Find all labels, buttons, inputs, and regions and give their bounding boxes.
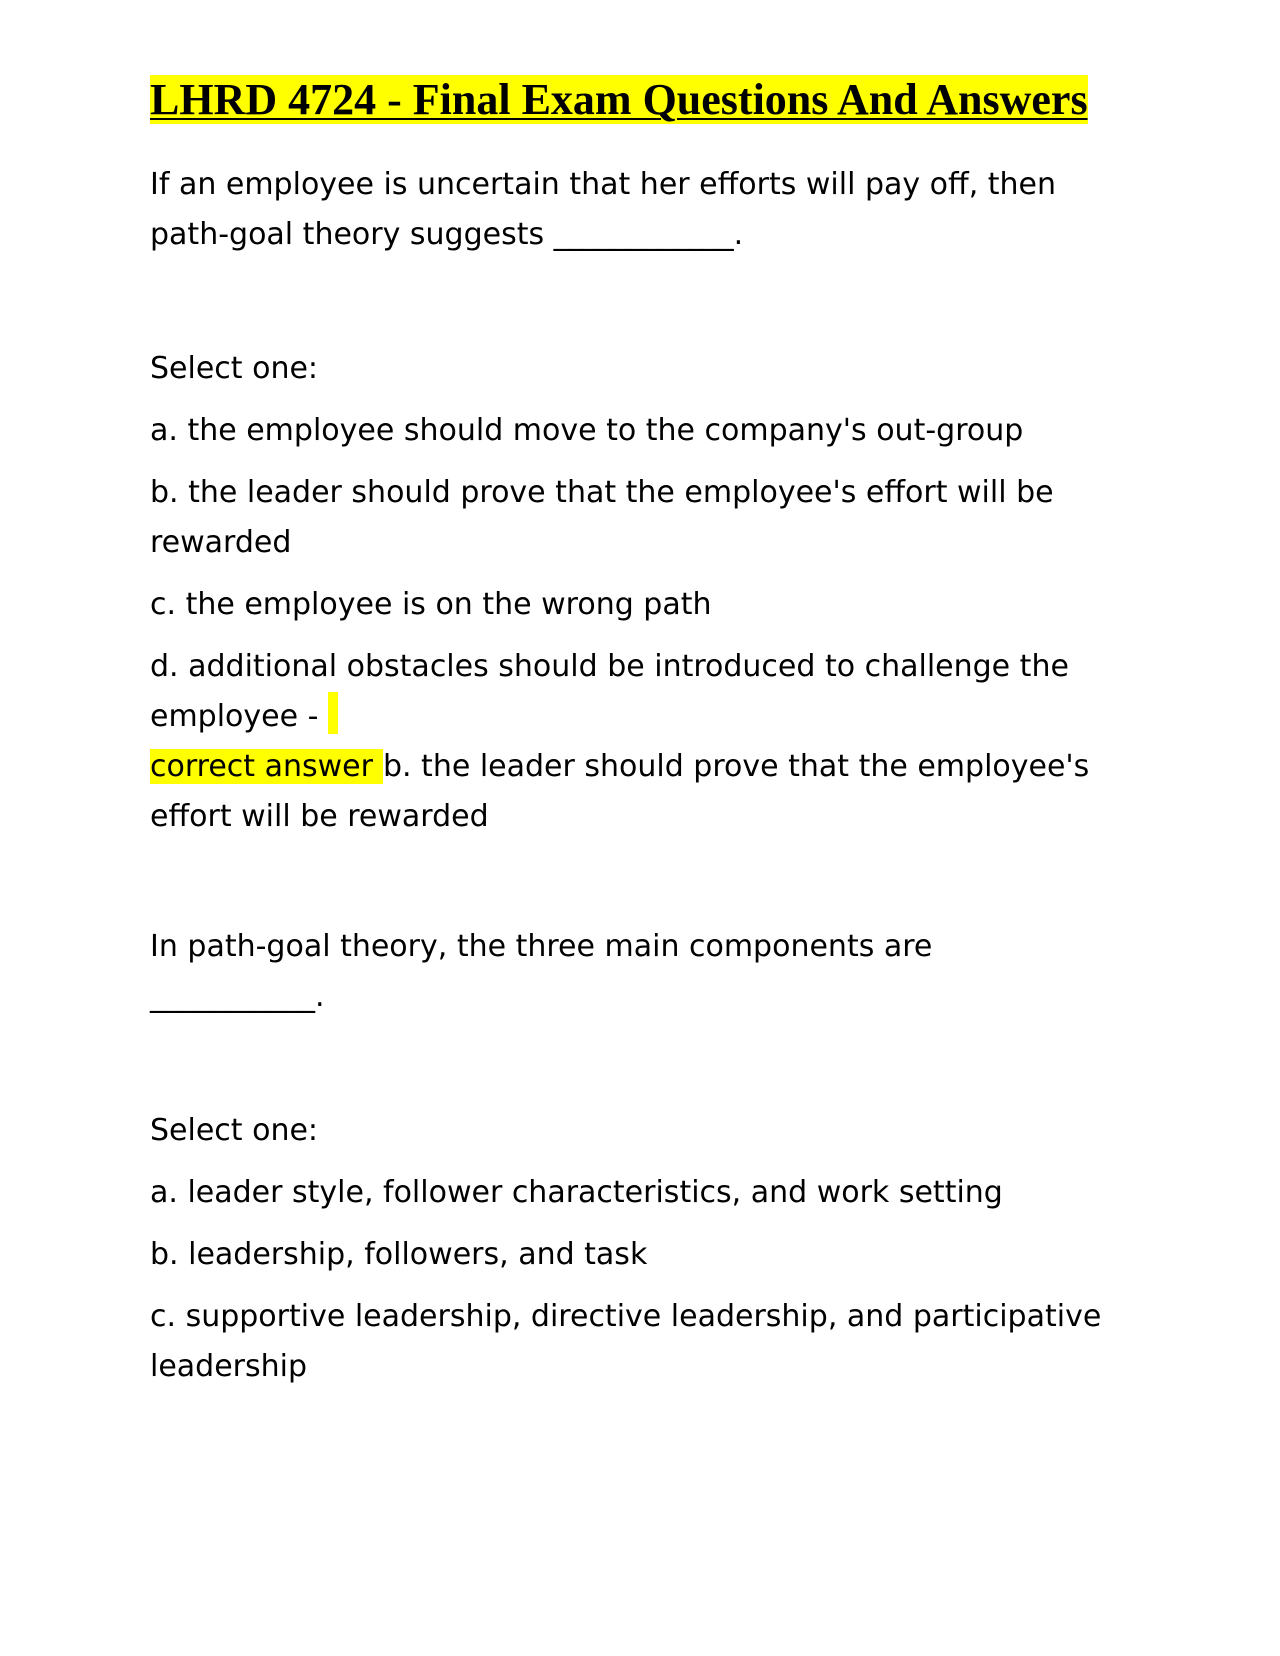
question-block-2 [150, 922, 1110, 1392]
option-a: a. the employee should move to the company's out-group [150, 413, 1024, 448]
document-page [150, 72, 1110, 1392]
question-prompt: If an employee is uncertain that her efforts will pay off, then path-goal theory suggests ____________. [150, 167, 1057, 252]
title-text: LHRD 4724 - Final Exam Questions And Answers [150, 75, 1088, 124]
option-b: b. the leader should prove that the employee's effort will be rewarded [150, 475, 1054, 560]
option-b: b. leadership, followers, and task [150, 1237, 648, 1272]
correct-answer-text: b. the leader should prove that the employee's effort will be rewarded [150, 749, 1090, 834]
option-d-text: d. additional obstacles should be introduced to challenge the employee - [150, 649, 1069, 734]
option-c: c. the employee is on the wrong path [150, 587, 712, 622]
highlight-mark [328, 692, 338, 734]
select-label: Select one: [150, 351, 319, 386]
correct-answer-line [150, 742, 1110, 842]
question-prompt: In path-goal theory, the three main components are ___________. [150, 929, 933, 1014]
option-c: c. supportive leadership, directive leadership, and participative leadership [150, 1299, 1102, 1384]
select-label: Select one: [150, 1113, 319, 1148]
document-title [150, 72, 1110, 128]
correct-answer-label: correct answer [150, 749, 383, 784]
option-d [150, 642, 1110, 742]
question-block-1 [150, 160, 1110, 842]
option-a: a. leader style, follower characteristics, and work setting [150, 1175, 1003, 1210]
